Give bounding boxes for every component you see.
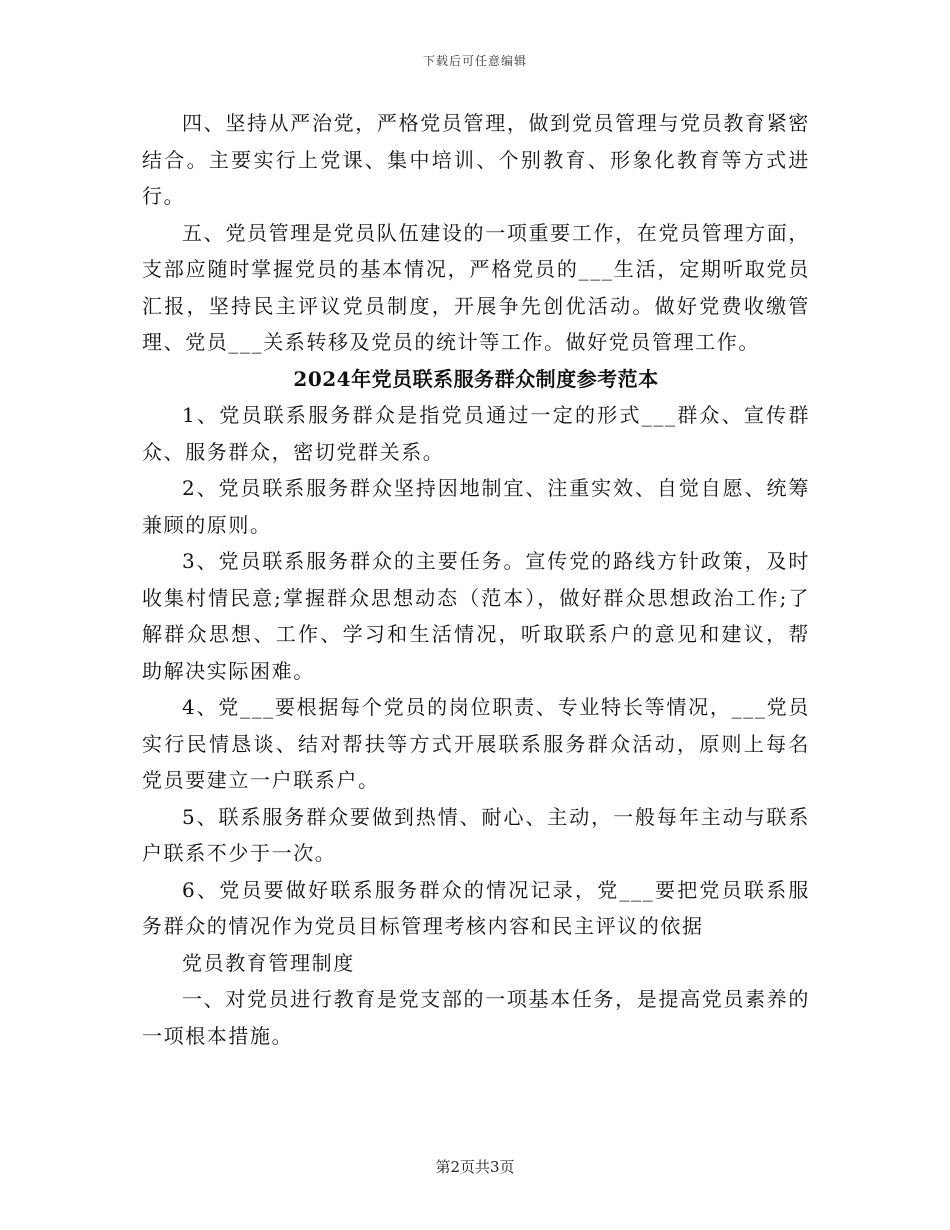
education-clause-1: 一、对党员进行教育是党支部的一项基本任务，是提高党员素养的一项根本措施。 [142, 987, 810, 1048]
page-footer: 第2页共3页 [435, 1158, 515, 1176]
document-body [142, 105, 810, 1054]
paragraph-4: 四、坚持从严治党，严格党员管理，做到党员管理与党员教育紧密结合。主要实行上党课、集中培训、个别教育、形象化教育等方式进行。 [142, 111, 810, 208]
clause-3: 3、党员联系服务群众的主要任务。宣传党的路线方针政策，及时收集村情民意;掌握群众思想动态（范本），做好群众思想政治工作;了解群众思想、工作、学习和生活情况，听取联系户的意见和建议，帮助解决实际困难。 [142, 549, 810, 683]
subsection-heading: 党员教育管理制度 [182, 950, 355, 975]
clause-5: 5、联系服务群众要做到热情、耐心、主动，一般每年主动与联系户联系不少于一次。 [142, 804, 810, 865]
clause-2: 2、党员联系服务群众坚持因地制宜、注重实效、自觉自愿、统筹兼顾的原则。 [142, 476, 810, 537]
paragraph-5: 五、党员管理是党员队伍建设的一项重要工作，在党员管理方面，支部应随时掌握党员的基本情况，严格党员的___生活，定期听取党员汇报，坚持民主评议党员制度，开展争先创优活动。做好党费收缴管理、党员___关系转移及党员的统计等工作。做好党员管理工作。 [142, 220, 810, 354]
section-title: 2024年党员联系服务群众制度参考范本 [293, 366, 659, 391]
clause-1: 1、党员联系服务群众是指党员通过一定的形式___群众、宣传群众、服务群众，密切党群关系。 [142, 403, 810, 464]
clause-4: 4、党___要根据每个党员的岗位职责、专业特长等情况，___党员实行民情恳谈、结对帮扶等方式开展联系服务群众活动，原则上每名党员要建立一户联系户。 [142, 695, 810, 792]
clause-6: 6、党员要做好联系服务群众的情况记录，党___要把党员联系服务群众的情况作为党员目标管理考核内容和民主评议的依据 [142, 877, 810, 938]
page-header: 下载后可任意编辑 [422, 54, 527, 68]
